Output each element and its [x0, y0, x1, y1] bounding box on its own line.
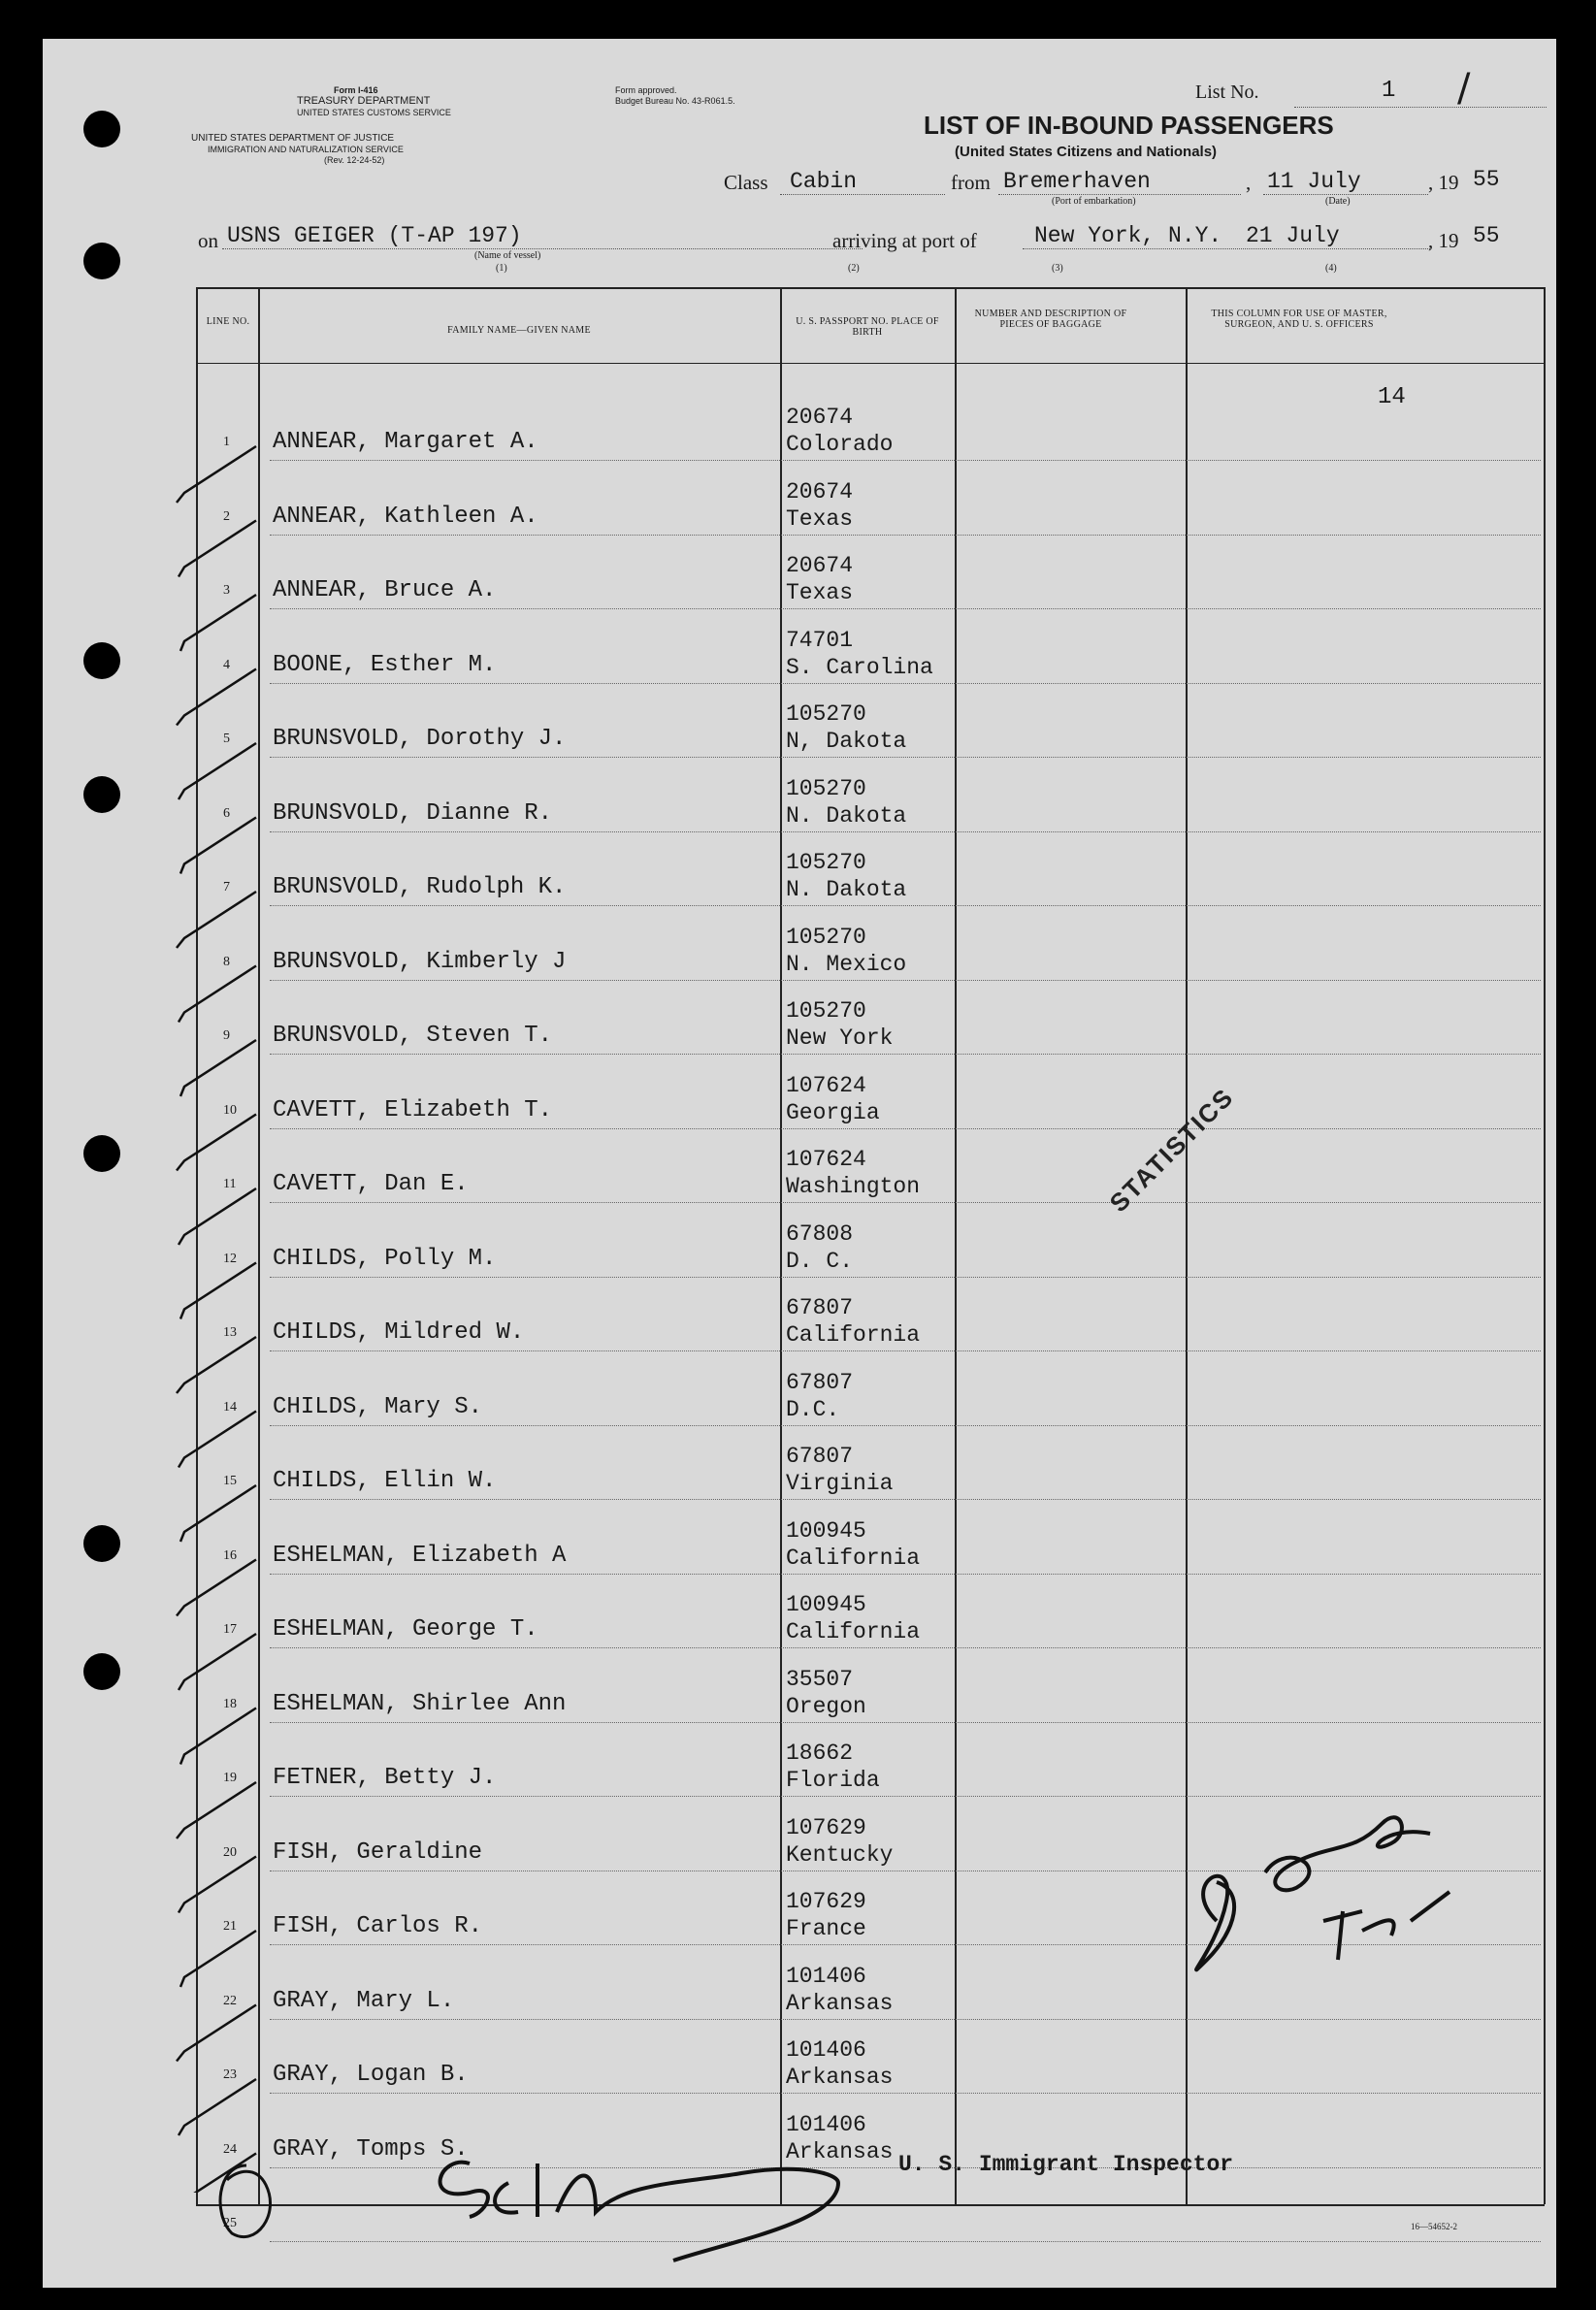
passport-number: 107624	[786, 1072, 866, 1098]
passenger-name: ESHELMAN, Elizabeth A	[273, 1542, 567, 1569]
line-number: 12	[223, 1251, 237, 1266]
passenger-name: FISH, Geraldine	[273, 1838, 483, 1866]
row-separator	[270, 608, 1541, 609]
arriving-label: arriving at port of	[832, 229, 977, 252]
punch-hole	[83, 642, 120, 679]
check-mark	[179, 1188, 256, 1245]
col-officers: THIS COLUMN FOR USE OF MASTER, SURGEON, AND U. S. OFFICERS	[1211, 309, 1387, 330]
line-number: 7	[223, 880, 230, 895]
row-separator	[270, 683, 1541, 684]
punch-hole	[83, 1135, 120, 1172]
officer-note: 14	[1378, 384, 1406, 410]
form-number: Form I-416	[334, 85, 378, 95]
place-of-birth: Florida	[786, 1768, 880, 1793]
punch-hole	[83, 243, 120, 279]
approval-line-1: Form approved.	[615, 85, 677, 95]
passport-number: 105270	[786, 850, 866, 875]
passport-number: 67807	[786, 1369, 854, 1395]
line-number: 10	[223, 1102, 237, 1118]
line-number: 24	[223, 2141, 237, 2157]
ins-title: IMMIGRATION AND NATURALIZATION SERVICE	[208, 145, 404, 154]
check-marks	[159, 407, 314, 2193]
place-of-birth: Texas	[786, 580, 854, 605]
customs-service: UNITED STATES CUSTOMS SERVICE	[297, 108, 451, 117]
port-caption: (Port of embarkation)	[1052, 196, 1136, 207]
table-top-border	[196, 287, 1545, 289]
place-of-birth: S. Carolina	[786, 654, 933, 680]
row-separator	[270, 1647, 1541, 1648]
line-number: 21	[223, 1919, 237, 1934]
check-mark	[179, 966, 256, 1023]
revision: (Rev. 12-24-52)	[324, 155, 385, 165]
arrival-year: 55	[1473, 223, 1500, 248]
caption-3: (3)	[1052, 263, 1063, 274]
row-separator	[270, 1499, 1541, 1500]
row-separator	[270, 1054, 1541, 1055]
passport-number: 105270	[786, 775, 866, 801]
line-number: 4	[223, 657, 230, 672]
place-of-birth: Oregon	[786, 1693, 866, 1719]
caption-1: (1)	[496, 263, 507, 274]
passport-number: 101406	[786, 2037, 866, 2063]
place-of-birth: N, Dakota	[786, 729, 907, 754]
passenger-name: ANNEAR, Kathleen A.	[273, 503, 538, 530]
row-separator	[270, 1277, 1541, 1278]
date-caption: (Date)	[1325, 196, 1351, 207]
doj-title: UNITED STATES DEPARTMENT OF JUSTICE	[191, 133, 395, 144]
list-no-value: 1	[1382, 78, 1396, 104]
line-number: 1	[223, 435, 230, 449]
passenger-name: CAVETT, Elizabeth T.	[273, 1096, 553, 1123]
row-separator	[270, 980, 1541, 981]
place-of-birth: Washington	[786, 1174, 921, 1199]
passport-number: 105270	[786, 924, 866, 950]
check-mark	[180, 2154, 256, 2194]
vessel-caption: (Name of vessel)	[474, 250, 541, 261]
col-line-no: LINE NO.	[206, 316, 250, 327]
line-number: 8	[223, 954, 230, 969]
passenger-name: BRUNSVOLD, Rudolph K.	[273, 874, 567, 900]
line-number: 20	[223, 1844, 237, 1860]
year-prefix-1: , 19	[1428, 171, 1459, 194]
inspector-label: U. S. Immigrant Inspector	[898, 2152, 1234, 2177]
from-date: 11 July	[1267, 169, 1361, 194]
from-label: from	[951, 171, 991, 194]
passenger-name: FISH, Carlos R.	[273, 1913, 483, 1939]
line-number: 16	[223, 1547, 237, 1563]
passenger-name: GRAY, Tomps S.	[273, 2135, 469, 2163]
punch-hole	[83, 1653, 120, 1690]
line-number: 22	[223, 1993, 237, 2008]
list-no-tick: /	[1457, 66, 1471, 111]
line-number: 15	[223, 1474, 237, 1488]
approval-line-2: Budget Bureau No. 43-R061.5.	[615, 96, 735, 106]
check-mark	[180, 595, 256, 651]
from-year: 55	[1473, 167, 1500, 192]
line-number: 25	[223, 2216, 237, 2230]
check-mark	[177, 446, 256, 503]
check-mark	[177, 1560, 256, 1616]
passenger-name: CHILDS, Ellin W.	[273, 1468, 497, 1494]
row-separator	[270, 535, 1541, 536]
passport-number: 101406	[786, 2111, 866, 2137]
line-number: 14	[223, 1399, 237, 1415]
row-separator	[270, 1722, 1541, 1723]
row-separator	[270, 831, 1541, 832]
passenger-name: BRUNSVOLD, Kimberly J	[273, 948, 567, 975]
punch-hole	[83, 776, 120, 813]
passport-number: 18662	[786, 1741, 854, 1766]
passenger-name: GRAY, Mary L.	[273, 1987, 455, 2014]
passenger-name: BRUNSVOLD, Dorothy J.	[273, 726, 567, 752]
initials-signature	[1158, 1766, 1527, 1999]
line-number: 11	[223, 1177, 237, 1191]
passport-number: 101406	[786, 1963, 866, 1989]
check-mark	[177, 1782, 256, 1838]
check-mark	[180, 1931, 256, 1987]
passenger-name: CHILDS, Mildred W.	[273, 1319, 525, 1346]
treasury-dept: TREASURY DEPARTMENT	[297, 95, 431, 107]
place-of-birth: Arkansas	[786, 2065, 894, 2090]
check-mark	[179, 1634, 256, 1690]
place-of-birth: California	[786, 1619, 921, 1644]
line-number: 17	[223, 1622, 237, 1637]
place-of-birth: N. Dakota	[786, 877, 907, 902]
check-mark	[177, 1115, 256, 1171]
passport-number: 107629	[786, 1814, 866, 1840]
passport-number: 74701	[786, 627, 854, 653]
line-number: 2	[223, 508, 230, 524]
line-number: 9	[223, 1028, 230, 1043]
passport-number: 100945	[786, 1592, 866, 1617]
line-number: 13	[223, 1325, 237, 1340]
passport-number: 105270	[786, 701, 866, 727]
check-mark	[177, 2005, 256, 2062]
passport-number: 35507	[786, 1666, 854, 1692]
col-passport: U. S. PASSPORT NO. PLACE OF BIRTH	[796, 316, 939, 338]
vessel-name: USNS GEIGER (T-AP 197)	[227, 223, 522, 248]
footer-code: 16—54652-2	[1411, 2222, 1457, 2231]
col-baggage: NUMBER AND DESCRIPTION OF PIECES OF BAGGAGE	[974, 309, 1127, 330]
place-of-birth: Colorado	[786, 432, 894, 457]
line-number: 3	[223, 583, 230, 598]
line-number: 6	[223, 805, 230, 821]
caption-2: (2)	[848, 263, 860, 274]
arrival-date: 21 July	[1246, 223, 1340, 248]
row-separator	[270, 2093, 1541, 2094]
check-mark	[179, 521, 256, 577]
passport-number: 20674	[786, 478, 854, 504]
line-number: 18	[223, 1696, 237, 1711]
row-separator	[270, 460, 1541, 461]
place-of-birth: California	[786, 1322, 921, 1348]
passenger-name: BRUNSVOLD, Steven T.	[273, 1023, 553, 1049]
check-mark	[179, 2079, 256, 2135]
passport-number: 67807	[786, 1295, 854, 1320]
line-number: 19	[223, 1771, 237, 1785]
punch-hole	[83, 111, 120, 147]
check-mark	[177, 892, 256, 948]
place-of-birth: Arkansas	[786, 1990, 894, 2016]
passport-number: 20674	[786, 405, 854, 430]
passenger-name: ESHELMAN, Shirlee Ann	[273, 1690, 567, 1717]
row-separator	[270, 1128, 1541, 1129]
page-title: LIST OF IN-BOUND PASSENGERS	[924, 111, 1334, 140]
place-of-birth: N. Mexico	[786, 951, 907, 977]
line-number: 5	[223, 732, 230, 746]
page-subtitle: (United States Citizens and Nationals)	[955, 144, 1218, 160]
place-of-birth: D. C.	[786, 1248, 854, 1274]
passenger-name: BRUNSVOLD, Dianne R.	[273, 799, 553, 827]
row-separator	[270, 757, 1541, 758]
year-prefix-2: , 19	[1428, 229, 1459, 252]
on-label: on	[198, 229, 218, 252]
passport-number: 105270	[786, 998, 866, 1024]
check-mark	[180, 1263, 256, 1319]
check-mark	[180, 1040, 256, 1096]
place-of-birth: New York	[786, 1025, 894, 1051]
place-of-birth: Texas	[786, 505, 854, 532]
check-mark	[177, 669, 256, 726]
place-of-birth: N. Dakota	[786, 802, 907, 829]
line-number: 23	[223, 2067, 237, 2082]
col-name: FAMILY NAME—GIVEN NAME	[447, 325, 591, 336]
place-of-birth: France	[786, 1916, 866, 1941]
passport-number: 107629	[786, 1889, 866, 1914]
check-mark	[177, 1337, 256, 1393]
passport-number: 107624	[786, 1147, 866, 1172]
row-separator	[270, 1202, 1541, 1203]
place-of-birth: Arkansas	[786, 2138, 894, 2164]
passenger-name: ANNEAR, Bruce A.	[273, 577, 497, 603]
passenger-name: ANNEAR, Margaret A.	[273, 429, 538, 455]
place-of-birth: Kentucky	[786, 1841, 894, 1868]
from-value: Bremerhaven	[1003, 169, 1151, 194]
check-mark	[179, 1857, 256, 1913]
passenger-name: CHILDS, Mary S.	[273, 1393, 483, 1420]
check-mark	[180, 1485, 256, 1542]
statistics-stamp: STATISTICS	[1103, 1082, 1240, 1219]
class-value: Cabin	[790, 169, 858, 194]
place-of-birth: Virginia	[786, 1471, 894, 1496]
passport-number: 20674	[786, 553, 854, 578]
check-mark	[180, 1708, 256, 1765]
caption-4: (4)	[1325, 263, 1337, 274]
list-no-label: List No.	[1195, 81, 1259, 103]
passenger-name: GRAY, Logan B.	[273, 2062, 469, 2088]
passenger-name: CHILDS, Polly M.	[273, 1245, 497, 1272]
punch-hole	[83, 1525, 120, 1562]
passport-number: 67808	[786, 1220, 854, 1247]
passenger-name: CAVETT, Dan E.	[273, 1171, 469, 1197]
place-of-birth: Georgia	[786, 1099, 880, 1125]
row-separator	[270, 1425, 1541, 1426]
arrival-port: New York, N.Y.	[1034, 223, 1222, 248]
inspector-signature	[411, 2125, 916, 2270]
passenger-name: ESHELMAN, George T.	[273, 1616, 538, 1643]
place-of-birth: D.C.	[786, 1396, 840, 1422]
passenger-name: FETNER, Betty J.	[273, 1765, 497, 1791]
row-separator	[270, 1350, 1541, 1351]
manifest-page: Form I-416 TREASURY DEPARTMENT UNITED STATES CUSTOMS SERVICE UNITED STATES DEPARTMENT OF JUSTICE IMMIGRATION AND NATURALIZATION SERVICE (Rev. 12-24-52) Form approved. Budget Bureau No. 43-R061.5. List No. 1 / LIST OF IN-BOUND PASSENGERS (United States Citizens and Nationals) Class Cabin from Bremerhaven (Port of embarkation) , 11 July (Date) , 19 55 on USNS GEIGER (T-AP 197) (Name of vessel) (1) arriving at port of (2) New York, N.Y. (3) 21 July (4) , 19 55 LINE NO. FAMILY NAME—GIVEN NAME U. S. PASSPORT NO. PLACE OF BIRTH NUMBER AND DESCRIPTION OF PIECES OF BAGGAGE THIS COLUMN FOR USE OF MASTER, SURGEON, AND U. S. OFFICERS 14 1 ANNEAR, Margaret A. 20674 Colorado 2 ANNEAR, Kathleen A. 20674 Texas 3 ANNEAR, Bruce A. 20674 Texas 4 BOONE, Esther M. 74701 S. Carolina 5 BRUNSVOLD, Dorothy J. 105270 N, Dakota 6 BRUNSVOLD, Dianne R. 105270 N. Dakota 7 BRUNSVOLD, Rudolph K. 105270 N. Dakota 8 BRUNSVOLD, Kimberly J 105270 N. Mexico 9 BRUNSVOLD, Steven T. 105270 New York 10 CAVETT, Elizabeth T. 107624 Georgia 11 CAVETT, Dan E. 107624 Washington 12 CHILDS, Polly M. 67808 D. C. 13 CHILDS, Mildred W. 67807 California 14 CHILDS, Mary S. 67807 D.C. 15 CHILDS, Ellin W. 67807 Virginia 16 ESHELMAN, Elizabeth A 100945 California 17 ESHELMAN, George T. 100945 California 18 ESHELMAN, Shirlee Ann 35507 Oregon 19 FETNER, Betty J. 18662 Florida 20 FISH, Geraldine 107629 Kentucky 21 FISH, Carlos R. 107629 France 22 GRAY, Mary L. 101406 Arkansas 23 GRAY, Logan B. 101406 Arkansas 24 GRAY, Tomps S. 101406 Arkansas 25 STATISTICS U. S. Immigrant Inspector 16—54652-2	[43, 39, 1556, 2288]
check-mark	[179, 743, 256, 799]
row-separator	[270, 905, 1541, 906]
passport-number: 100945	[786, 1517, 866, 1544]
passport-number: 67807	[786, 1444, 854, 1469]
passenger-name: BOONE, Esther M.	[273, 651, 497, 678]
row-separator	[270, 2019, 1541, 2020]
check-mark	[180, 818, 256, 874]
class-label: Class	[724, 171, 768, 194]
place-of-birth: California	[786, 1545, 921, 1571]
check-mark	[179, 1412, 256, 1468]
row-separator	[270, 1574, 1541, 1575]
